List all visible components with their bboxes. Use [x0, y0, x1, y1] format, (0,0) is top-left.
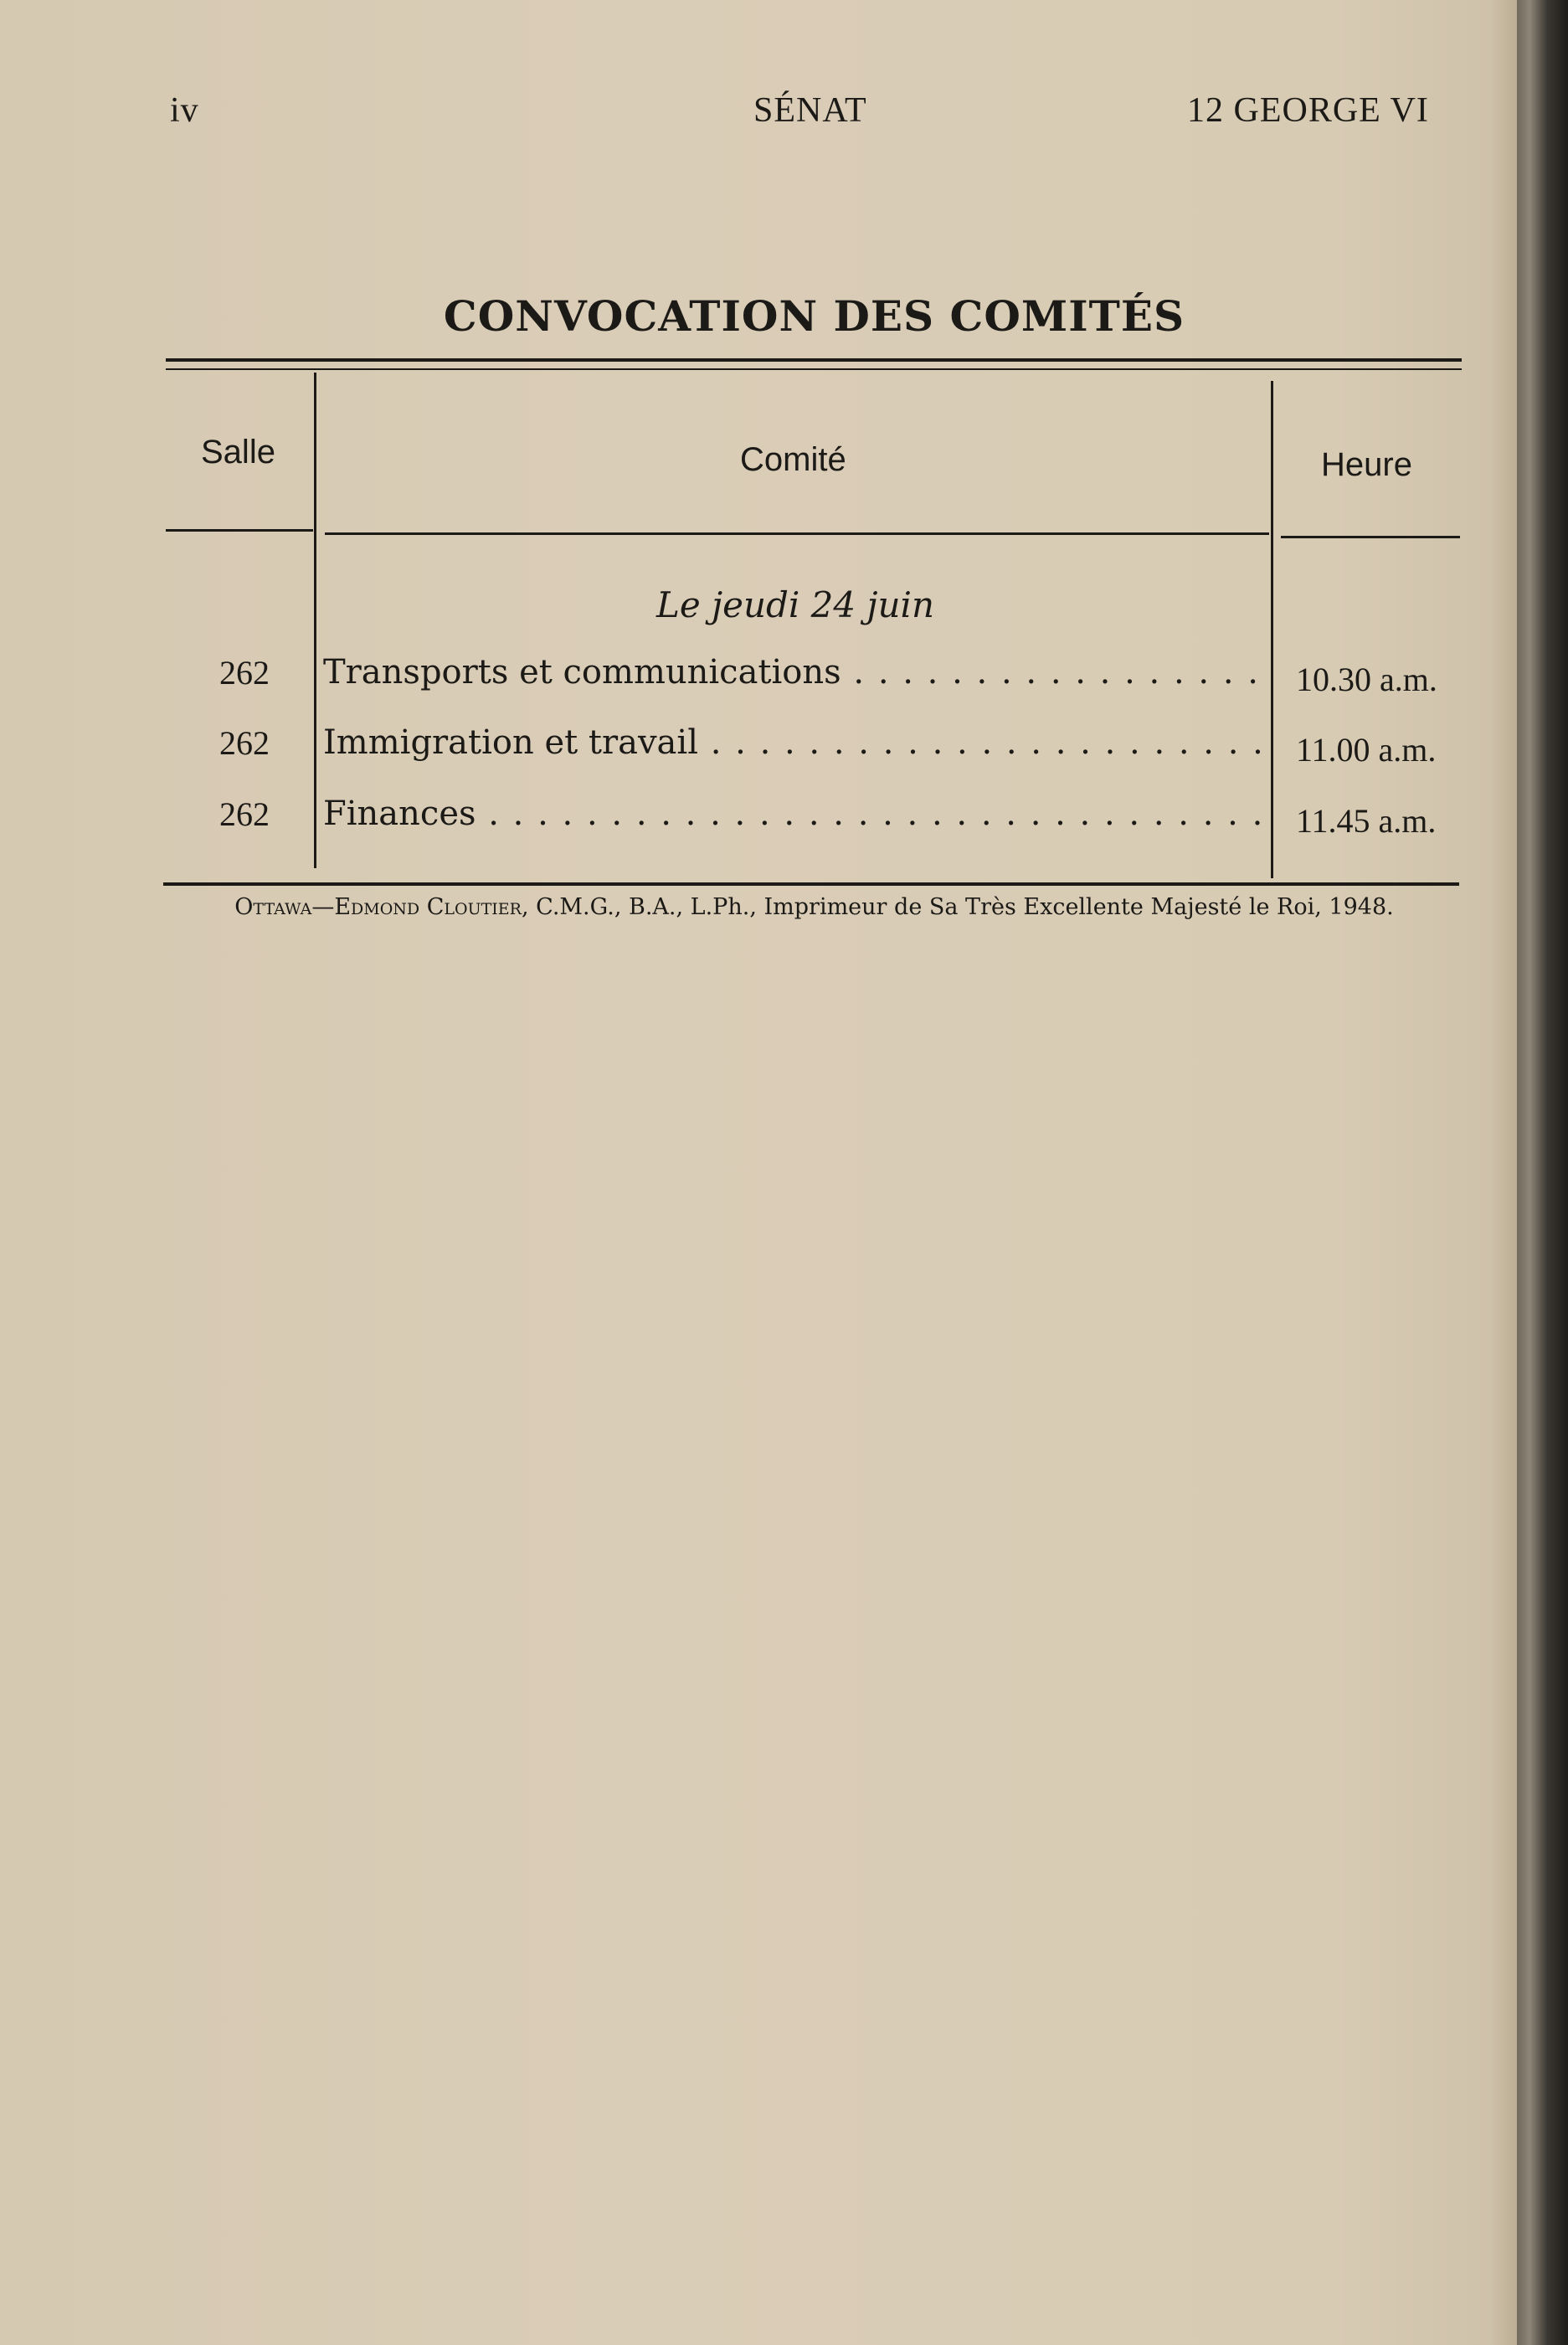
header-rule-salle [166, 529, 313, 532]
printer-imprint [167, 894, 1461, 920]
room-number: 262 [219, 724, 270, 762]
room-number: 262 [219, 654, 270, 692]
running-head-chamber: SÉNAT [753, 91, 867, 130]
header-rule-comite [325, 532, 1269, 535]
imprint-printer: Ottawa—Edmond Cloutier [234, 894, 522, 920]
committee-name: Finances . . . [323, 795, 1264, 841]
table-top-rule [166, 358, 1462, 362]
column-header-heure: Heure [1321, 446, 1412, 483]
imprint-details: , C.M.G., B.A., L.Ph., Imprimeur de Sa Très Excellente Majesté le Roi, 1948. [521, 894, 1394, 920]
running-head-reign-year: 12 GEORGE VI [1187, 91, 1429, 130]
header-rule-heure [1281, 536, 1460, 538]
meeting-time: 10.30 a.m. [1296, 661, 1437, 698]
column-header-salle: Salle [201, 434, 275, 471]
meeting-time: 11.45 a.m. [1296, 802, 1437, 840]
column-header-comite: Comité [740, 441, 846, 478]
table-bottom-rule [163, 882, 1459, 886]
table-top-rule-thin [166, 368, 1462, 370]
table-row [0, 795, 1568, 845]
table-row [0, 723, 1568, 774]
date-heading: Le jeudi 24 juin [655, 584, 935, 625]
room-number: 262 [219, 795, 270, 833]
page-number: iv [170, 91, 199, 130]
table-row [0, 653, 1568, 703]
page-title: CONVOCATION DES COMITÉS [443, 291, 1185, 341]
committee-name: Immigration et travail . . . [323, 723, 1264, 770]
committee-name: Transports et communications . . . [323, 653, 1264, 700]
meeting-time: 11.00 a.m. [1296, 731, 1437, 769]
